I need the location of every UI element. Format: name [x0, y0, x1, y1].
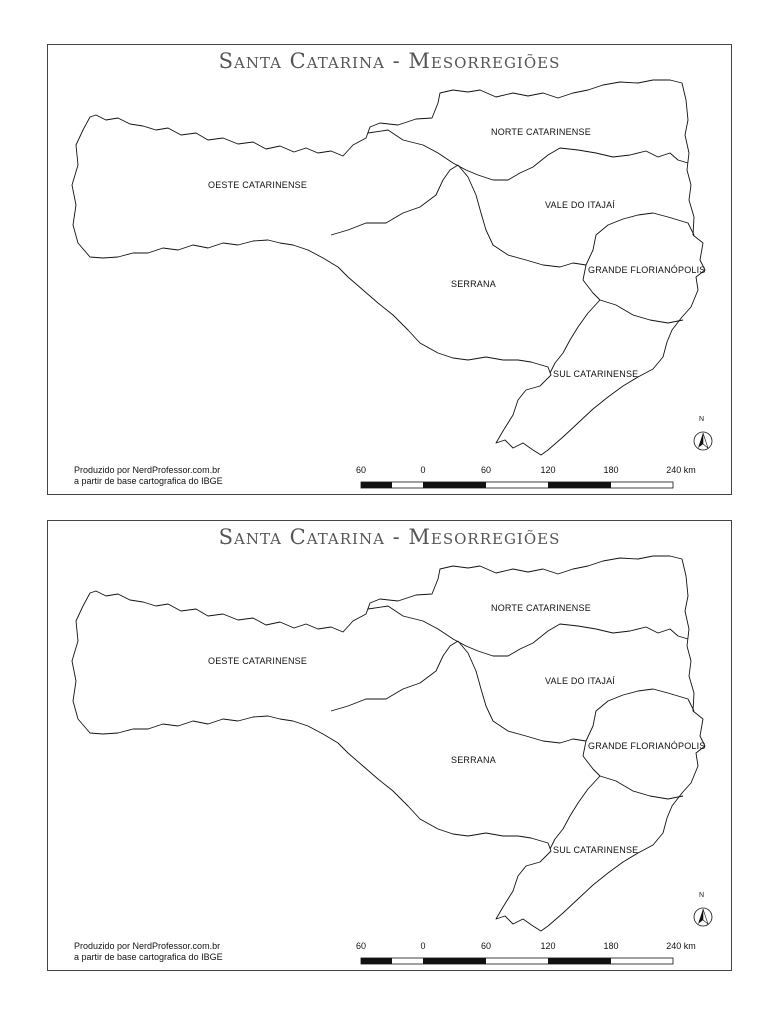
scale-label: 180 [603, 941, 619, 951]
border-serrana-vale [458, 641, 586, 743]
scale-label: 0 [420, 941, 426, 951]
scale-label: 180 [603, 465, 619, 475]
map-panel-bottom [47, 520, 732, 971]
region-label-norte: NORTE CATARINENSE [491, 603, 591, 613]
region-label-oeste: OESTE CATARINENSE [208, 656, 308, 666]
border-oeste-serrana [331, 165, 458, 235]
map-credit [74, 465, 223, 487]
region-label-serrana: SERRANA [451, 755, 496, 765]
region-label-grande-florianopolis: GRANDE FLORIANÓPOLIS [588, 265, 706, 275]
border-norte [368, 606, 688, 656]
credit-line-2: a partir de base cartografica do IBGE [74, 952, 223, 962]
region-label-vale: VALE DO ITAJAÍ [545, 200, 615, 210]
scale-label: 0 [420, 465, 426, 475]
scale-label: 60 [355, 941, 367, 951]
north-arrow [694, 908, 712, 926]
map-panel-top [47, 44, 732, 495]
border-norte [368, 130, 688, 180]
scale-label: 120 [540, 941, 556, 951]
credit-line-1: Produzido por NerdProfessor.com.br [74, 465, 221, 475]
scale-bar [361, 958, 673, 964]
scale-label: 60 [355, 465, 367, 475]
border-vale-floripa [586, 213, 694, 265]
border-floripa-sul [600, 300, 683, 323]
region-label-sul: SUL CATARINENSE [553, 369, 639, 379]
scale-label: 60 [480, 941, 492, 951]
border-serrana-sul [550, 300, 600, 373]
map-title: Santa Catarina - Mesorregiões [218, 49, 561, 73]
north-arrow [694, 432, 712, 450]
region-label-vale: VALE DO ITAJAÍ [545, 676, 615, 686]
border-serrana-sul [550, 776, 600, 849]
scale-bar [361, 482, 673, 488]
region-label-serrana: SERRANA [451, 279, 496, 289]
region-label-sul: SUL CATARINENSE [553, 845, 639, 855]
region-label-norte: NORTE CATARINENSE [491, 127, 591, 137]
north-label: N [699, 416, 705, 423]
map-title: Santa Catarina - Mesorregiões [218, 525, 561, 549]
border-vale-floripa [586, 689, 694, 741]
scale-label: 120 [540, 465, 556, 475]
border-floripa-sul [600, 776, 683, 799]
border-serrana-vale [458, 165, 586, 267]
scale-label: 240 km [666, 941, 696, 951]
map-credit [74, 941, 223, 963]
credit-line-1: Produzido por NerdProfessor.com.br [74, 941, 221, 951]
north-label: N [699, 892, 705, 899]
scale-label: 60 [480, 465, 492, 475]
region-label-grande-florianopolis: GRANDE FLORIANÓPOLIS [588, 741, 706, 751]
border-oeste-serrana [331, 641, 458, 711]
credit-line-2: a partir de base cartografica do IBGE [74, 476, 223, 486]
scale-label: 240 km [666, 465, 696, 475]
region-label-oeste: OESTE CATARINENSE [208, 180, 308, 190]
